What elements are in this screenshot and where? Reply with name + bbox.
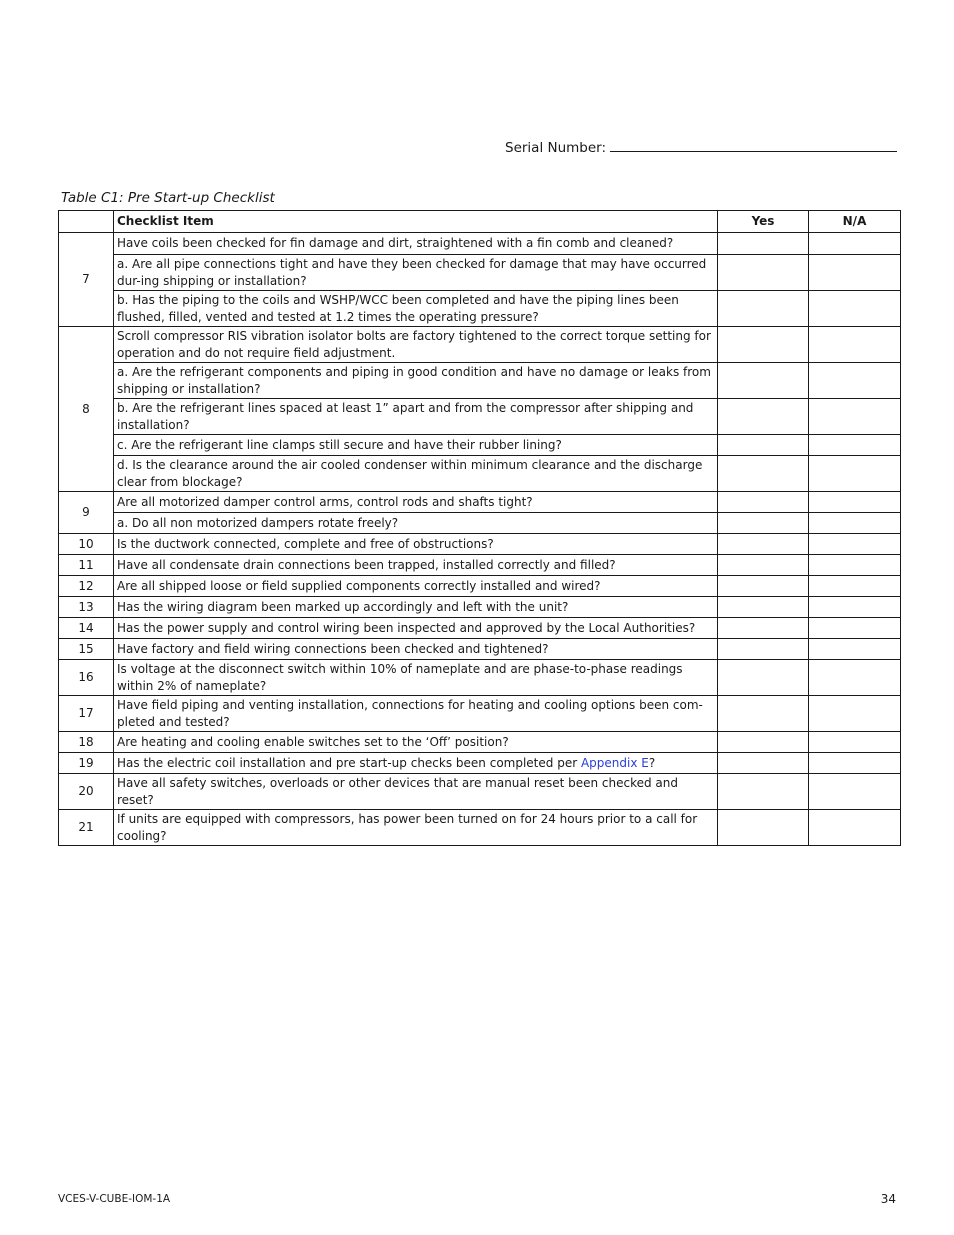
na-checkbox-cell[interactable] bbox=[809, 810, 901, 846]
checklist-item: Have coils been checked for fin damage and dirt, straightened with a fin comb and cleaned? bbox=[114, 233, 718, 255]
na-checkbox-cell[interactable] bbox=[809, 618, 901, 639]
table-row bbox=[59, 732, 901, 753]
table-row bbox=[59, 513, 901, 534]
yes-checkbox-cell[interactable] bbox=[718, 732, 809, 753]
checklist-item bbox=[114, 753, 718, 774]
yes-checkbox-cell[interactable] bbox=[718, 513, 809, 534]
checklist-item: Are heating and cooling enable switches set to the ‘Off’ position? bbox=[114, 732, 718, 753]
table-row bbox=[59, 233, 901, 255]
checklist-item: d. Is the clearance around the air cooled condenser within minimum clearance and the discharge clear from blockage? bbox=[114, 456, 718, 492]
table-row bbox=[59, 255, 901, 291]
checklist-item: Have field piping and venting installation, connections for heating and cooling options been com-pleted and tested? bbox=[114, 696, 718, 732]
row-number: 17 bbox=[59, 696, 114, 732]
yes-checkbox-cell[interactable] bbox=[718, 597, 809, 618]
na-checkbox-cell[interactable] bbox=[809, 513, 901, 534]
checklist-item: Has the wiring diagram been marked up accordingly and left with the unit? bbox=[114, 597, 718, 618]
table-row bbox=[59, 774, 901, 810]
na-checkbox-cell[interactable] bbox=[809, 327, 901, 363]
row-number: 19 bbox=[59, 753, 114, 774]
na-checkbox-cell[interactable] bbox=[809, 456, 901, 492]
table-row bbox=[59, 597, 901, 618]
yes-checkbox-cell[interactable] bbox=[718, 618, 809, 639]
row-number: 16 bbox=[59, 660, 114, 696]
checklist-item-text-suffix: ? bbox=[648, 755, 656, 770]
checklist-item: Have all condensate drain connections been trapped, installed correctly and filled? bbox=[114, 555, 718, 576]
page-number: 34 bbox=[880, 1192, 896, 1206]
row-number: 18 bbox=[59, 732, 114, 753]
row-number: 20 bbox=[59, 774, 114, 810]
table-row bbox=[59, 435, 901, 456]
table-caption: Table C1: Pre Start-up Checklist bbox=[61, 190, 275, 206]
na-checkbox-cell[interactable] bbox=[809, 639, 901, 660]
yes-checkbox-cell[interactable] bbox=[718, 810, 809, 846]
table-row bbox=[59, 618, 901, 639]
yes-checkbox-cell[interactable] bbox=[718, 327, 809, 363]
na-checkbox-cell[interactable] bbox=[809, 696, 901, 732]
table-row bbox=[59, 753, 901, 774]
yes-checkbox-cell[interactable] bbox=[718, 456, 809, 492]
na-checkbox-cell[interactable] bbox=[809, 255, 901, 291]
table-row bbox=[59, 534, 901, 555]
checklist-item: Have factory and field wiring connections been checked and tightened? bbox=[114, 639, 718, 660]
header-na: N/A bbox=[809, 211, 901, 233]
appendix-e-link[interactable]: Appendix E bbox=[580, 755, 649, 770]
na-checkbox-cell[interactable] bbox=[809, 291, 901, 327]
table-row bbox=[59, 327, 901, 363]
row-number: 11 bbox=[59, 555, 114, 576]
row-number: 9 bbox=[59, 492, 114, 534]
checklist-item: Has the power supply and control wiring been inspected and approved by the Local Authorities? bbox=[114, 618, 718, 639]
table-row bbox=[59, 696, 901, 732]
yes-checkbox-cell[interactable] bbox=[718, 291, 809, 327]
yes-checkbox-cell[interactable] bbox=[718, 255, 809, 291]
yes-checkbox-cell[interactable] bbox=[718, 555, 809, 576]
row-number: 8 bbox=[59, 327, 114, 492]
na-checkbox-cell[interactable] bbox=[809, 435, 901, 456]
yes-checkbox-cell[interactable] bbox=[718, 639, 809, 660]
checklist-item: Have all safety switches, overloads or other devices that are manual reset been checked and reset? bbox=[114, 774, 718, 810]
table-row bbox=[59, 660, 901, 696]
row-number: 14 bbox=[59, 618, 114, 639]
na-checkbox-cell[interactable] bbox=[809, 576, 901, 597]
header-yes: Yes bbox=[718, 211, 809, 233]
row-number: 7 bbox=[59, 233, 114, 327]
na-checkbox-cell[interactable] bbox=[809, 399, 901, 435]
na-checkbox-cell[interactable] bbox=[809, 732, 901, 753]
checklist-item: a. Do all non motorized dampers rotate freely? bbox=[114, 513, 718, 534]
row-number: 15 bbox=[59, 639, 114, 660]
pre-startup-checklist-table bbox=[58, 210, 901, 846]
na-checkbox-cell[interactable] bbox=[809, 534, 901, 555]
na-checkbox-cell[interactable] bbox=[809, 753, 901, 774]
checklist-item: Are all motorized damper control arms, control rods and shafts tight? bbox=[114, 492, 718, 513]
row-number: 13 bbox=[59, 597, 114, 618]
yes-checkbox-cell[interactable] bbox=[718, 399, 809, 435]
checklist-item: Is the ductwork connected, complete and free of obstructions? bbox=[114, 534, 718, 555]
yes-checkbox-cell[interactable] bbox=[718, 774, 809, 810]
header-checklist-item: Checklist Item bbox=[114, 211, 718, 233]
serial-number-label: Serial Number: bbox=[505, 140, 607, 156]
yes-checkbox-cell[interactable] bbox=[718, 753, 809, 774]
yes-checkbox-cell[interactable] bbox=[718, 492, 809, 513]
checklist-item: b. Are the refrigerant lines spaced at least 1” apart and from the compressor after shipping and installation? bbox=[114, 399, 718, 435]
row-number: 12 bbox=[59, 576, 114, 597]
checklist-item: Are all shipped loose or field supplied components correctly installed and wired? bbox=[114, 576, 718, 597]
yes-checkbox-cell[interactable] bbox=[718, 696, 809, 732]
table-row bbox=[59, 810, 901, 846]
checklist-item: If units are equipped with compressors, has power been turned on for 24 hours prior to a call for cooling? bbox=[114, 810, 718, 846]
na-checkbox-cell[interactable] bbox=[809, 774, 901, 810]
checklist-item: a. Are all pipe connections tight and have they been checked for damage that may have occurred dur-ing shipping or installation? bbox=[114, 255, 718, 291]
serial-number-blank bbox=[610, 138, 897, 152]
na-checkbox-cell[interactable] bbox=[809, 233, 901, 255]
table-row bbox=[59, 399, 901, 435]
checklist-item: b. Has the piping to the coils and WSHP/WCC been completed and have the piping lines been flushed, filled, vented and tested at 1.2 times the operating pressure? bbox=[114, 291, 718, 327]
yes-checkbox-cell[interactable] bbox=[718, 363, 809, 399]
document-id: VCES-V-CUBE-IOM-1A bbox=[58, 1193, 171, 1205]
serial-number-field bbox=[505, 138, 897, 156]
na-checkbox-cell[interactable] bbox=[809, 363, 901, 399]
checklist-item-text: Has the electric coil installation and pre start-up checks been completed per bbox=[117, 755, 581, 770]
table-header-row bbox=[59, 211, 901, 233]
checklist-item: Scroll compressor RIS vibration isolator bolts are factory tightened to the correct torque setting for operation and do not require field adjustment. bbox=[114, 327, 718, 363]
yes-checkbox-cell[interactable] bbox=[718, 660, 809, 696]
table-row bbox=[59, 363, 901, 399]
na-checkbox-cell[interactable] bbox=[809, 492, 901, 513]
table-row bbox=[59, 492, 901, 513]
table-row bbox=[59, 639, 901, 660]
yes-checkbox-cell[interactable] bbox=[718, 435, 809, 456]
yes-checkbox-cell[interactable] bbox=[718, 534, 809, 555]
table-row bbox=[59, 456, 901, 492]
row-number: 10 bbox=[59, 534, 114, 555]
table-row bbox=[59, 555, 901, 576]
na-checkbox-cell[interactable] bbox=[809, 597, 901, 618]
checklist-item: a. Are the refrigerant components and piping in good condition and have no damage or leaks from shipping or installation? bbox=[114, 363, 718, 399]
yes-checkbox-cell[interactable] bbox=[718, 233, 809, 255]
header-number bbox=[59, 211, 114, 233]
yes-checkbox-cell[interactable] bbox=[718, 576, 809, 597]
checklist-item: c. Are the refrigerant line clamps still secure and have their rubber lining? bbox=[114, 435, 718, 456]
table-row bbox=[59, 576, 901, 597]
checklist-item: Is voltage at the disconnect switch within 10% of nameplate and are phase-to-phase readings within 2% of nameplate? bbox=[114, 660, 718, 696]
table-row bbox=[59, 291, 901, 327]
row-number: 21 bbox=[59, 810, 114, 846]
na-checkbox-cell[interactable] bbox=[809, 660, 901, 696]
na-checkbox-cell[interactable] bbox=[809, 555, 901, 576]
